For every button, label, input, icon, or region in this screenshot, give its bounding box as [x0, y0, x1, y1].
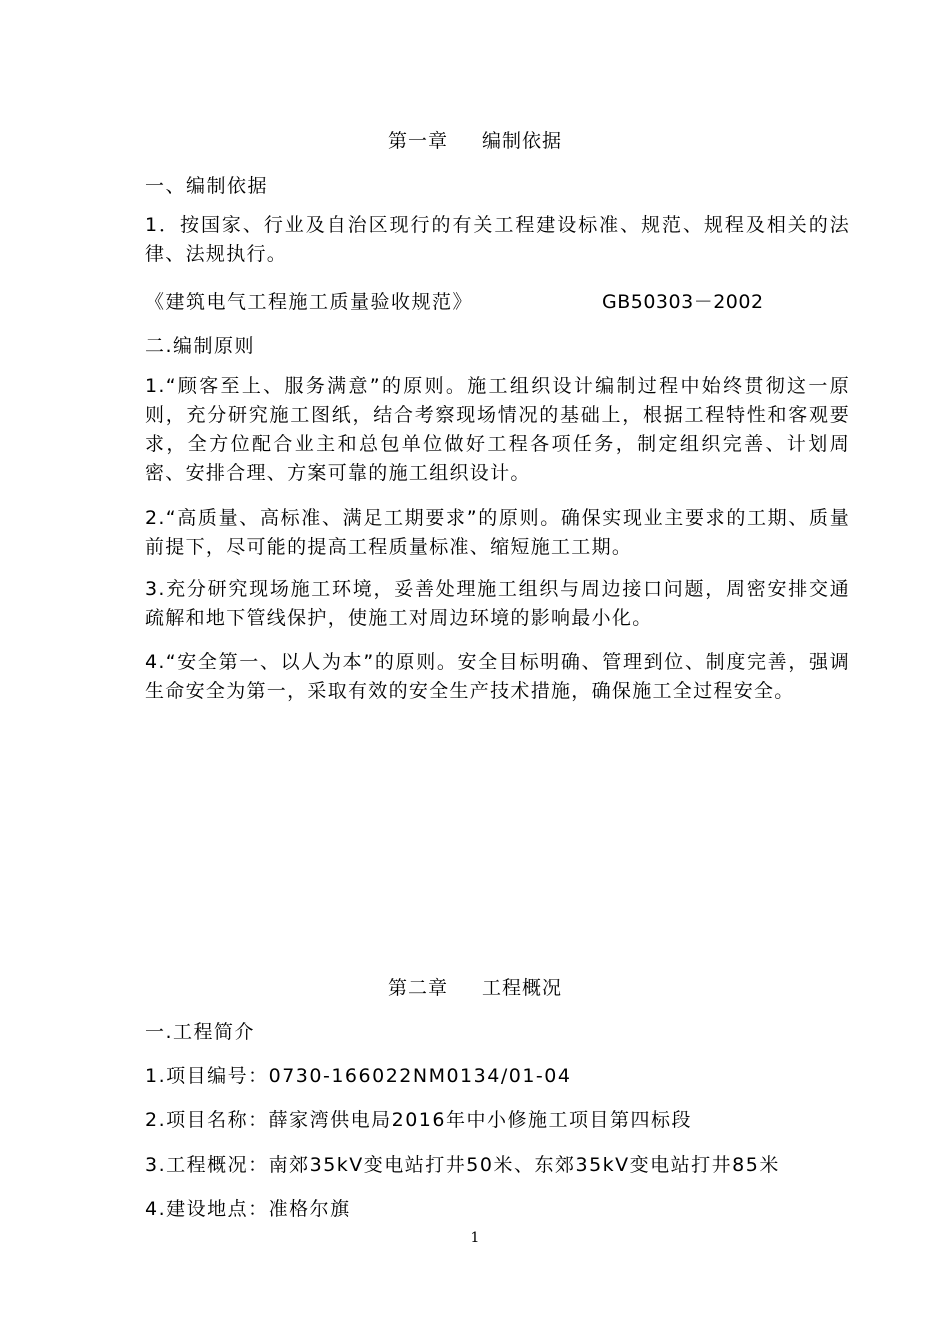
section-heading-principles: 二.编制原则 [145, 335, 256, 357]
principle-paragraph: 1.“顾客至上、服务满意”的原则。施工组织设计编制过程中始终贯彻这一原则，充分研究施工图纸，结合考察现场情况的基础上，根据工程特性和客观要求，全方位配合业主和总包单位做好工程各项任务，制定组织完善、计划周密、安排合理、方案可靠的施工组织设计。 [145, 375, 850, 484]
page-number: 1 [470, 1230, 480, 1246]
project-info-item: 3.工程概况：南郊35kV变电站打井50米、东郊35kV变电站打井85米 [145, 1154, 780, 1176]
chapter2-number: 第二章 [387, 977, 448, 999]
section-heading-overview: 一.工程简介 [145, 1021, 256, 1043]
basis-paragraph: 1．按国家、行业及自治区现行的有关工程建设标准、规范、规程及相关的法律、法规执行。 [145, 214, 850, 265]
project-info-item: 1.项目编号：0730-166022NM0134/01-04 [145, 1065, 572, 1087]
standard-code: GB50303－2002 [602, 291, 764, 313]
chapter2-name: 工程概况 [482, 977, 563, 999]
chapter1-name: 编制依据 [482, 130, 563, 152]
project-info-item: 2.项目名称：薛家湾供电局2016年中小修施工项目第四标段 [145, 1109, 692, 1131]
principle-paragraph: 2.“高质量、高标准、满足工期要求”的原则。确保实现业主要求的工期、质量前提下，尽可能的提高工程质量标准、缩短施工工期。 [145, 507, 850, 558]
chapter1-title [0, 126, 950, 153]
section-heading-basis: 一、编制依据 [145, 175, 269, 197]
principle-paragraph: 3.充分研究现场施工环境，妥善处理施工组织与周边接口问题，周密安排交通疏解和地下管线保护，使施工对周边环境的影响最小化。 [145, 578, 850, 629]
chapter2-title [0, 973, 950, 1000]
project-info-item: 4.建设地点：准格尔旗 [145, 1198, 351, 1220]
chapter1-number: 第一章 [387, 130, 448, 152]
standard-name: 《建筑电气工程施工质量验收规范》 [145, 291, 474, 313]
principle-paragraph: 4.“安全第一、以人为本”的原则。安全目标明确、管理到位、制度完善，强调生命安全为第一，采取有效的安全生产技术措施，确保施工全过程安全。 [145, 651, 850, 702]
